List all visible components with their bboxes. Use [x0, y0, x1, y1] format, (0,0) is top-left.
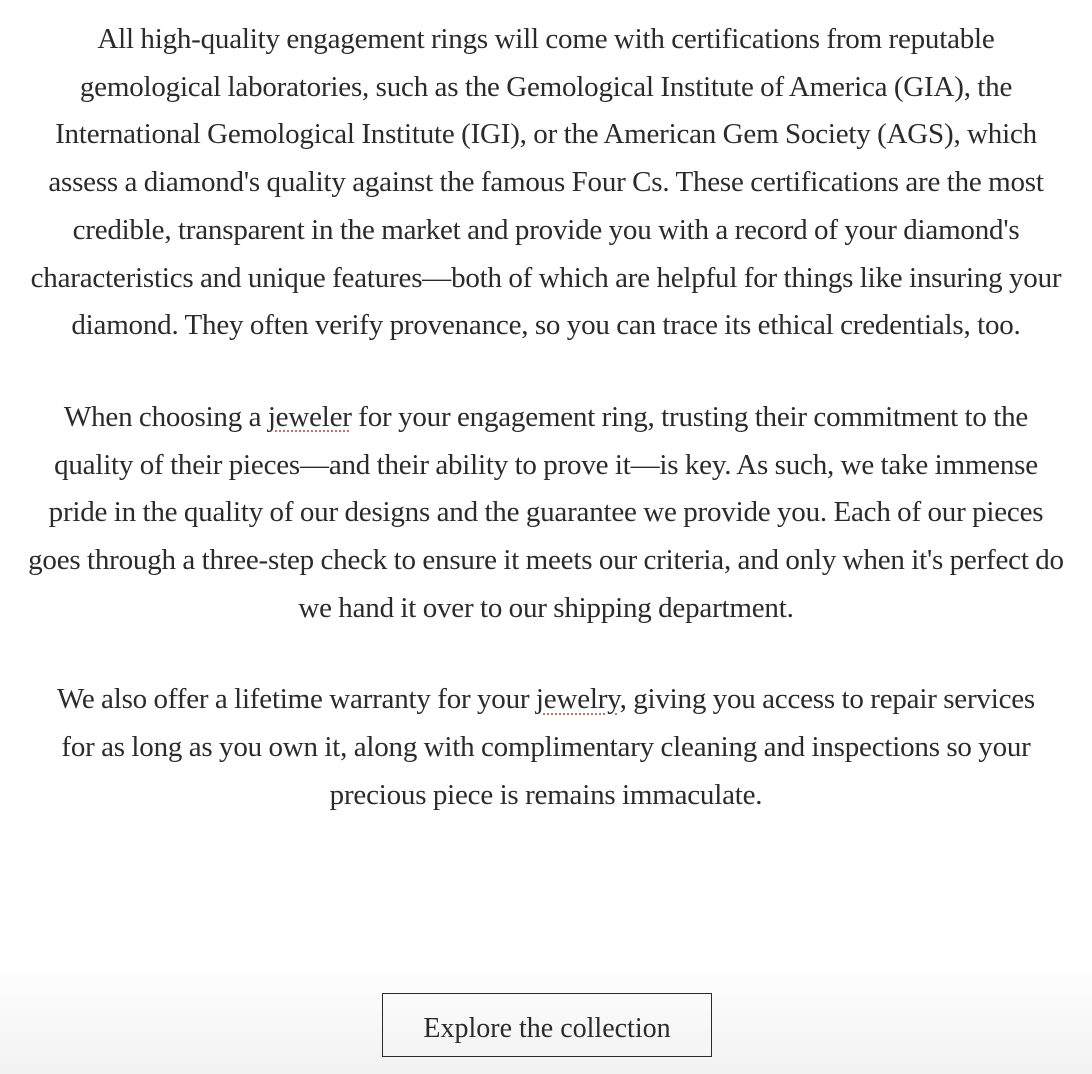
certifications-paragraph: All high-quality engagement rings will come with certifications from reputable gemological laboratories, such as the Gemological Institute of America (GIA), the International Gemological Institute (IGI), or the American Gem Society (AGS), which assess a diamond's quality against the famous Four Cs. These certifications are the most credible, transparent in the market and provide you with a record of your diamond's characteristics and unique features—both of which are helpful for things like insuring your diamond. They often verify provenance, so you can trace its ethical credentials, too.: [30, 23, 1062, 342]
paragraph-text: We also offer a lifetime warranty for your: [56, 683, 536, 716]
paragraph-text: , giving you access to repair services for as long as you own it, along with complimentary cleaning and inspections so your precious piece is remains immaculate.: [61, 683, 1036, 811]
jewelry-link[interactable]: jewelry: [535, 683, 620, 716]
jeweler-commitment-paragraph: [26, 394, 1066, 633]
paragraph-text: for your engagement ring, trusting their commitment to the quality of their pieces—and their ability to prove it—is key. As such, we take immense pride in the quality of our designs and the guarantee we provide you. Each of our pieces goes through a three-step check to ensure it meets our criteria, and only when it's perfect do we hand it over to our shipping department.: [28, 400, 1064, 624]
jeweler-link[interactable]: jeweler: [267, 400, 352, 433]
explore-collection-button[interactable]: Explore the collection: [382, 993, 712, 1057]
article-body: [0, 16, 1092, 820]
warranty-paragraph: [46, 676, 1046, 819]
paragraph-text: When choosing a: [63, 400, 268, 433]
